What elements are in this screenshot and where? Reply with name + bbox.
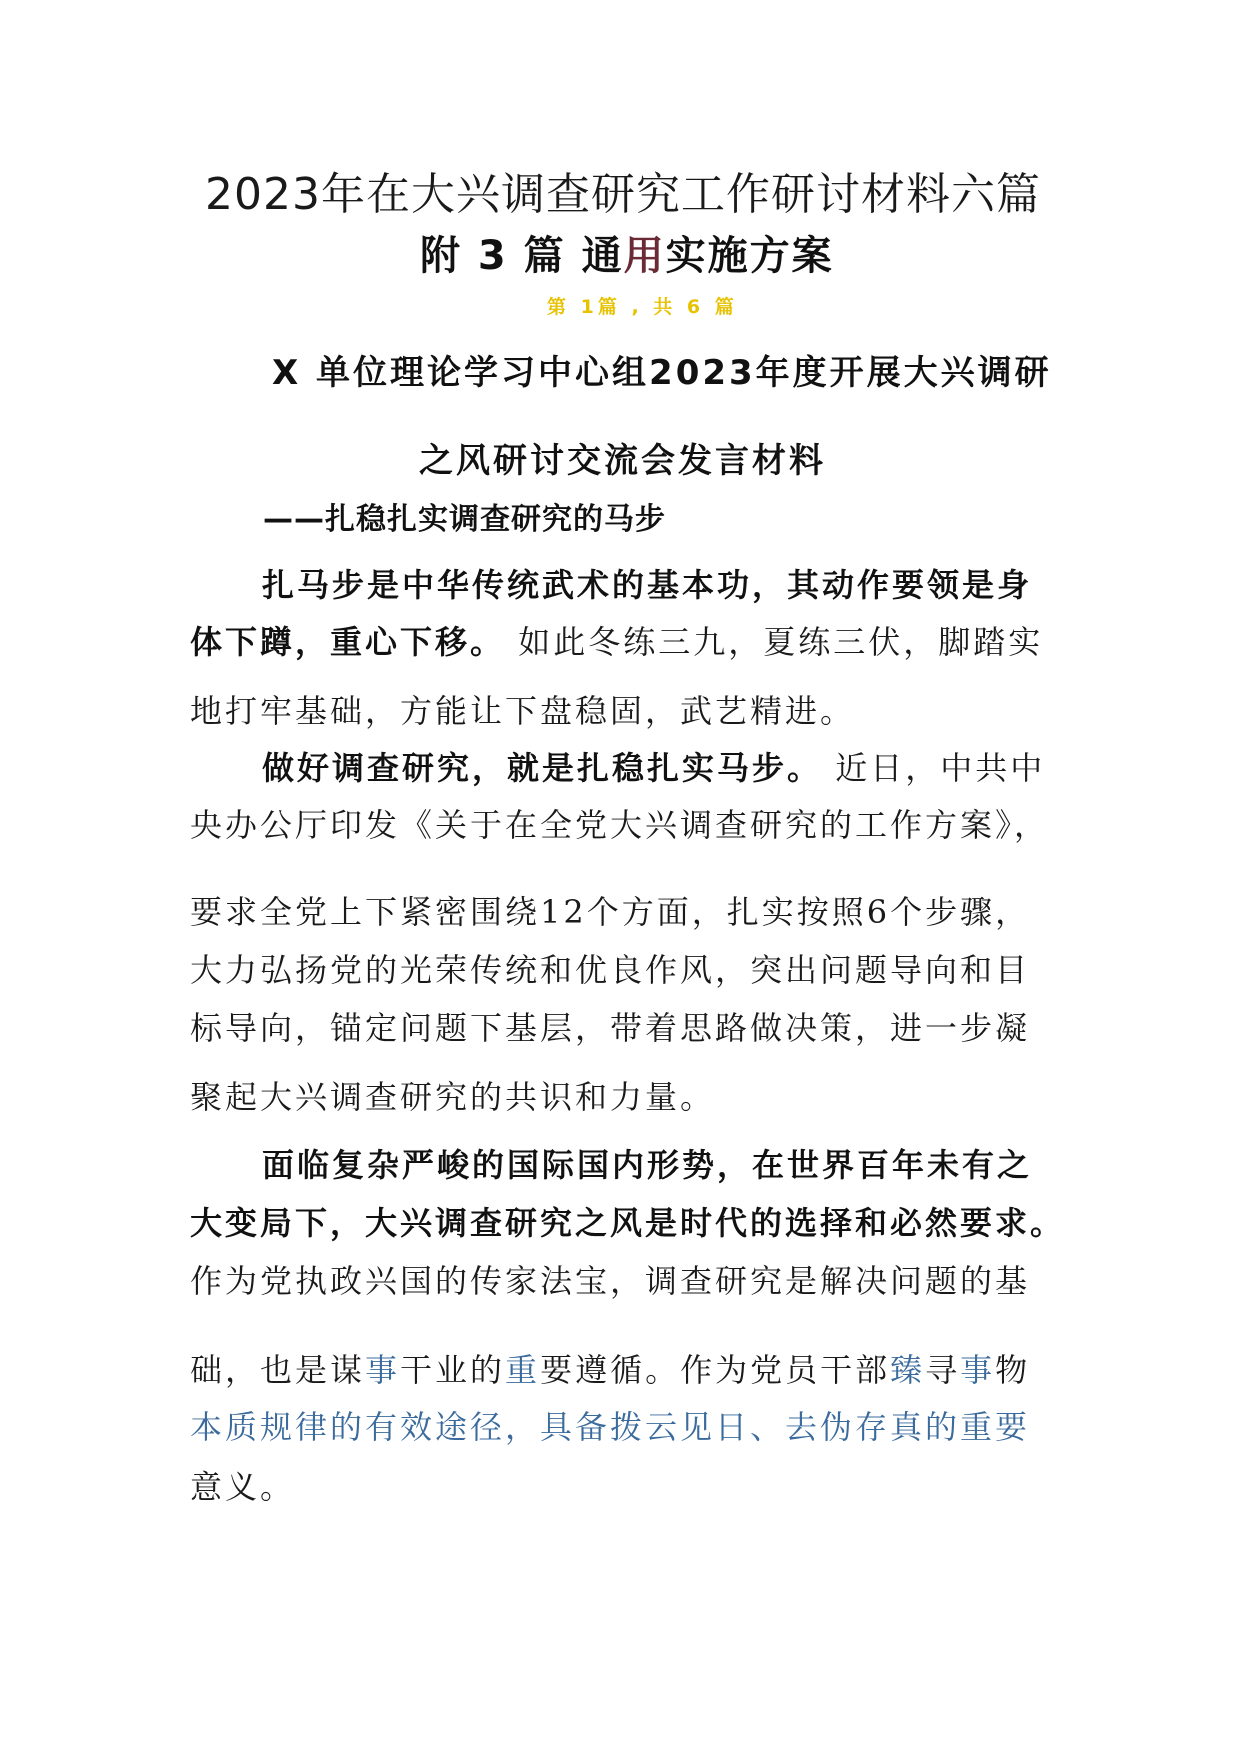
paragraph-2-line-4: 大力弘扬党的光荣传统和优良作风，突出问题导向和目	[190, 951, 1031, 989]
paragraph-2-line-1	[262, 743, 1045, 789]
p3-segment-4: 寻	[925, 1351, 961, 1389]
paragraph-3-line-1	[262, 1140, 1032, 1186]
paragraph-1-text-b: 如此冬练三九，夏练三伏，脚踏实	[505, 623, 1044, 661]
paragraph-1-bold-a: 扎马步是中华传统武术的基本功，其动作要领是身	[262, 566, 1033, 604]
paragraph-2-text-a: 近日，中共中	[822, 749, 1046, 787]
paragraph-1-line-1	[262, 560, 1032, 606]
paragraph-2-line-2: 央办公厅印发《关于在全党大兴调查研究的工作方案》，	[190, 806, 1050, 844]
p3-segment-3: 要遵循。作为党员干部	[540, 1351, 891, 1389]
paragraph-3-line-4	[190, 1345, 1030, 1391]
subtitle-part-2: 实施方案	[665, 233, 834, 279]
paragraph-1-line-3: 地打牢基础，方能让下盘稳固，武艺精进。	[190, 692, 856, 730]
section-heading-line-1: X 单位理论学习中心组2023年度开展大兴调研	[272, 353, 1052, 393]
p3-segment-blue-3: 臻	[890, 1351, 926, 1389]
paragraph-3-line-2	[190, 1198, 1065, 1244]
section-subtitle: ——扎稳扎实调查研究的马步	[263, 502, 666, 537]
document-title: 2023年在大兴调查研究工作研讨材料六篇	[205, 169, 1041, 220]
page-indicator: 第 1篇 , 共 6 篇	[547, 296, 738, 318]
paragraph-2-line-5: 标导向，锚定问题下基层，带着思路做决策，进一步凝	[190, 1009, 1031, 1047]
p3-segment-2: 干业的	[400, 1351, 506, 1389]
p3-segment-1: 础，也是谋	[190, 1351, 366, 1389]
paragraph-1-bold-b: 体下蹲，重心下移。	[190, 623, 506, 661]
document-subtitle	[420, 224, 834, 281]
paragraph-2-line-3: 要求全党上下紧密围绕12个方面，扎实按照6个步骤，	[190, 893, 1031, 931]
p3-segment-5: 物	[995, 1351, 1031, 1389]
p3-segment-blue-1: 事	[365, 1351, 401, 1389]
paragraph-3-line-3: 作为党执政兴国的传家法宝，调查研究是解决问题的基	[190, 1262, 1031, 1300]
paragraph-3-line-5: 本质规律的有效途径，具备拨云见日、去伪存真的重要	[190, 1408, 1031, 1446]
p3-segment-blue-2: 重	[505, 1351, 541, 1389]
section-heading-line-2: 之风研讨交流会发言材料	[419, 441, 826, 481]
paragraph-1-line-2	[190, 617, 1043, 663]
subtitle-accent-char: 用	[623, 233, 666, 279]
paragraph-3-bold-b: 大变局下，大兴调查研究之风是时代的选择和必然要求。	[190, 1204, 1066, 1242]
p3-segment-blue-4: 事	[960, 1351, 996, 1389]
subtitle-part-1: 附 3 篇 通	[420, 233, 624, 279]
paragraph-3-bold-a: 面临复杂严峻的国际国内形势，在世界百年未有之	[262, 1146, 1033, 1184]
paragraph-2-line-6: 聚起大兴调查研究的共识和力量。	[190, 1078, 716, 1116]
paragraph-2-bold-a: 做好调查研究，就是扎稳扎实马步。	[262, 749, 823, 787]
paragraph-3-line-6: 意义。	[190, 1468, 296, 1506]
